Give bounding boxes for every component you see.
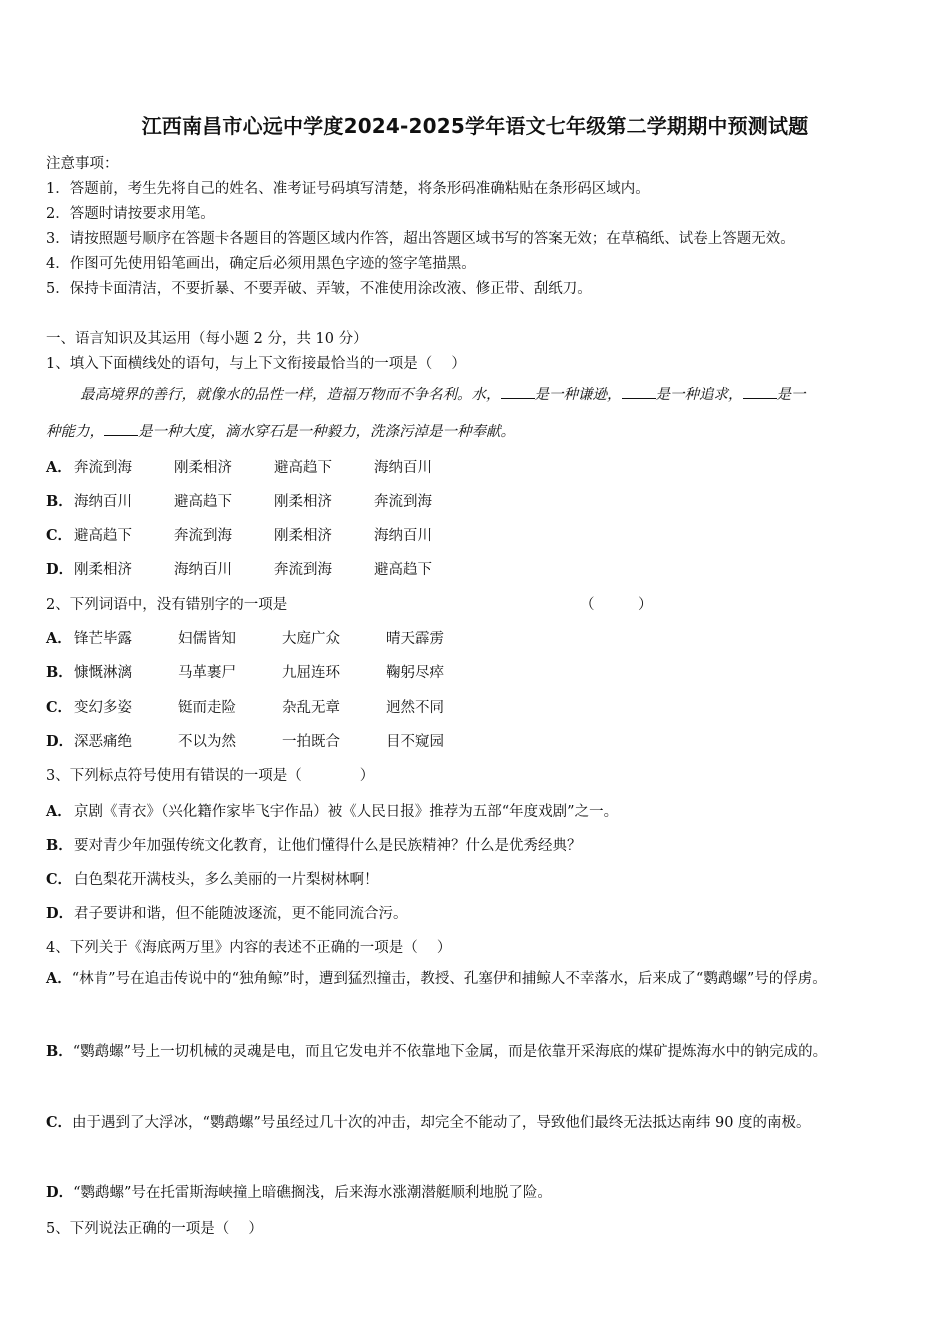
section-heading: 一、语言知识及其运用（每小题 2 分，共 10 分） (46, 331, 368, 347)
option-word: 奔流到海 (374, 494, 432, 510)
option-label: A． (46, 459, 72, 476)
option-word: 避高趋下 (274, 460, 332, 476)
question-4-option-c[interactable] (46, 1105, 904, 1141)
option-word: 海纳百川 (374, 460, 432, 476)
fill-blank (743, 386, 777, 399)
passage-text: 是一 (776, 387, 806, 403)
question-1-passage-cont (46, 413, 904, 451)
question-3-stem: 3、下列标点符号使用有错误的一项是（ ） (46, 768, 375, 784)
notice-item: 5．保持卡面清洁，不要折暴、不要弄破、弄皱，不准使用涂改液、修正带、刮纸刀。 (46, 281, 592, 297)
notice-item: 4．作图可先使用铅笔画出，确定后必须用黑色字迹的签字笔描黑。 (46, 256, 476, 272)
option-text: “鹦鹉螺”号在托雷斯海峡撞上暗礁搁浅，后来海水涨潮潜艇顺利地脱了险。 (73, 1185, 552, 1201)
fill-blank (104, 423, 138, 436)
passage-text: 最高境界的善行，就像水的品性一样，造福万物而不争名利。水， (80, 387, 501, 403)
option-text: “鹦鹉螺”号上一切机械的灵魂是电，而且它发电并不依靠地下金属，而是依靠开采海底的煤矿提炼海水中的钠完成的。 (72, 1044, 828, 1060)
option-word: 避高趋下 (374, 562, 432, 578)
question-1-option-d[interactable] (46, 558, 474, 579)
question-2-option-d[interactable] (46, 730, 490, 751)
notice-heading: 注意事项： (46, 156, 119, 172)
option-text: “林肯”号在追击传说中的“独角鲸”时，遭到猛烈撞击，教授、孔塞伊和捕鲸人不幸落水，后来成了“鹦鹉螺”号的俘虏。 (71, 971, 827, 987)
passage-text: 是一种追求， (655, 387, 743, 403)
question-5-stem: 5、下列说法正确的一项是（ ） (46, 1221, 263, 1237)
option-word: 海纳百川 (374, 528, 432, 544)
option-label: B． (46, 664, 73, 681)
option-word: 海纳百川 (74, 494, 132, 510)
option-label: A． (46, 803, 72, 820)
question-2-option-b[interactable] (46, 661, 490, 682)
option-label: D． (46, 733, 74, 750)
page-title: 江西南昌市心远中学度2024-2025学年语文七年级第二学期期中预测试题 (141, 114, 809, 138)
option-label: B． (46, 493, 73, 510)
question-1-stem: 1、填入下面横线处的语句，与上下文衔接最恰当的一项是（ ） (46, 356, 466, 372)
option-word: 慷慨淋漓 (74, 665, 132, 681)
passage-text: 是一种谦逊， (534, 387, 622, 403)
question-3-option-d[interactable] (46, 902, 408, 923)
option-label: D． (46, 905, 74, 922)
option-word: 刚柔相济 (74, 562, 132, 578)
question-4-option-b[interactable] (46, 1034, 904, 1070)
fill-blank (622, 386, 656, 399)
option-word: 杂乱无章 (282, 700, 340, 716)
question-1-option-c[interactable] (46, 524, 474, 545)
question-2-option-a[interactable] (46, 627, 490, 648)
option-label: D． (46, 561, 74, 578)
option-word: 鞠躬尽瘁 (386, 665, 444, 681)
option-word: 九屈连环 (282, 665, 340, 681)
option-label: A． (46, 630, 72, 647)
option-word: 刚柔相济 (174, 460, 232, 476)
option-word: 海纳百川 (174, 562, 232, 578)
option-word: 不以为然 (178, 734, 236, 750)
notice-item: 1．答题前，考生先将自己的姓名、准考证号码填写清楚，将条形码准确粘贴在条形码区域内。 (46, 181, 650, 197)
option-word: 避高趋下 (174, 494, 232, 510)
option-word: 变幻多姿 (74, 700, 132, 716)
question-3-option-c[interactable] (46, 868, 379, 889)
question-1-option-a[interactable] (46, 456, 474, 477)
option-word: 奔流到海 (74, 460, 132, 476)
passage-text: 是一种大度，滴水穿石是一种毅力，洗涤污淖是一种奉献。 (138, 424, 515, 440)
question-4-option-d[interactable] (46, 1175, 904, 1211)
option-word: 锋芒毕露 (74, 631, 132, 647)
question-2-option-c[interactable] (46, 696, 490, 717)
option-text: 由于遇到了大浮冰，“鹦鹉螺”号虽经过几十次的冲击，却完全不能动了，导致他们最终无法抵达南纬 90 度的南极。 (72, 1115, 811, 1131)
option-text: 白色梨花开满枝头，多么美丽的一片梨树林啊！ (74, 872, 379, 888)
question-3-option-b[interactable] (46, 834, 582, 855)
option-word: 铤而走险 (178, 700, 236, 716)
fill-blank (501, 386, 535, 399)
passage-text: 种能力， (46, 424, 104, 440)
option-word: 妇儒皆知 (178, 631, 236, 647)
question-4-stem: 4、下列关于《海底两万里》内容的表述不正确的一项是（ ） (46, 940, 452, 956)
question-2-stem: 2、下列词语中，没有错别字的一项是 (46, 597, 288, 613)
question-1-passage (46, 376, 904, 414)
option-label: C． (46, 527, 73, 544)
option-label: B． (46, 1043, 73, 1060)
question-3-option-a[interactable] (46, 800, 618, 821)
option-word: 大庭广众 (282, 631, 340, 647)
option-word: 刚柔相济 (274, 528, 332, 544)
option-label: C． (46, 699, 73, 716)
option-text: 京剧《青衣》（兴化籍作家毕飞宇作品）被《人民日报》推荐为五部“年度戏剧”之一。 (74, 804, 619, 820)
option-word: 深恶痛绝 (74, 734, 132, 750)
option-label: C． (46, 1114, 73, 1131)
question-4-option-a[interactable] (46, 961, 904, 997)
option-text: 君子要讲和谐，但不能随波逐流，更不能同流合污。 (74, 906, 408, 922)
notice-item: 2．答题时请按要求用笔。 (46, 206, 215, 222)
question-1-option-b[interactable] (46, 490, 474, 511)
option-label: B． (46, 837, 73, 854)
option-word: 晴天霹雳 (386, 631, 444, 647)
notice-item: 3．请按照题号顺序在答题卡各题目的答题区域内作答，超出答题区域书写的答案无效；在草稿纸、试卷上答题无效。 (46, 231, 795, 247)
option-word: 迥然不同 (386, 700, 444, 716)
answer-parentheses: （ ） (580, 597, 653, 613)
option-label: D． (46, 1184, 74, 1201)
option-label: C． (46, 871, 73, 888)
option-word: 刚柔相济 (274, 494, 332, 510)
option-word: 马革裹尸 (178, 665, 236, 681)
option-word: 避高趋下 (74, 528, 132, 544)
option-word: 目不窥园 (386, 734, 444, 750)
option-word: 奔流到海 (174, 528, 232, 544)
option-word: 奔流到海 (274, 562, 332, 578)
option-label: A． (46, 970, 72, 987)
option-word: 一拍既合 (282, 734, 340, 750)
option-text: 要对青少年加强传统文化教育，让他们懂得什么是民族精神？什么是优秀经典？ (74, 838, 582, 854)
